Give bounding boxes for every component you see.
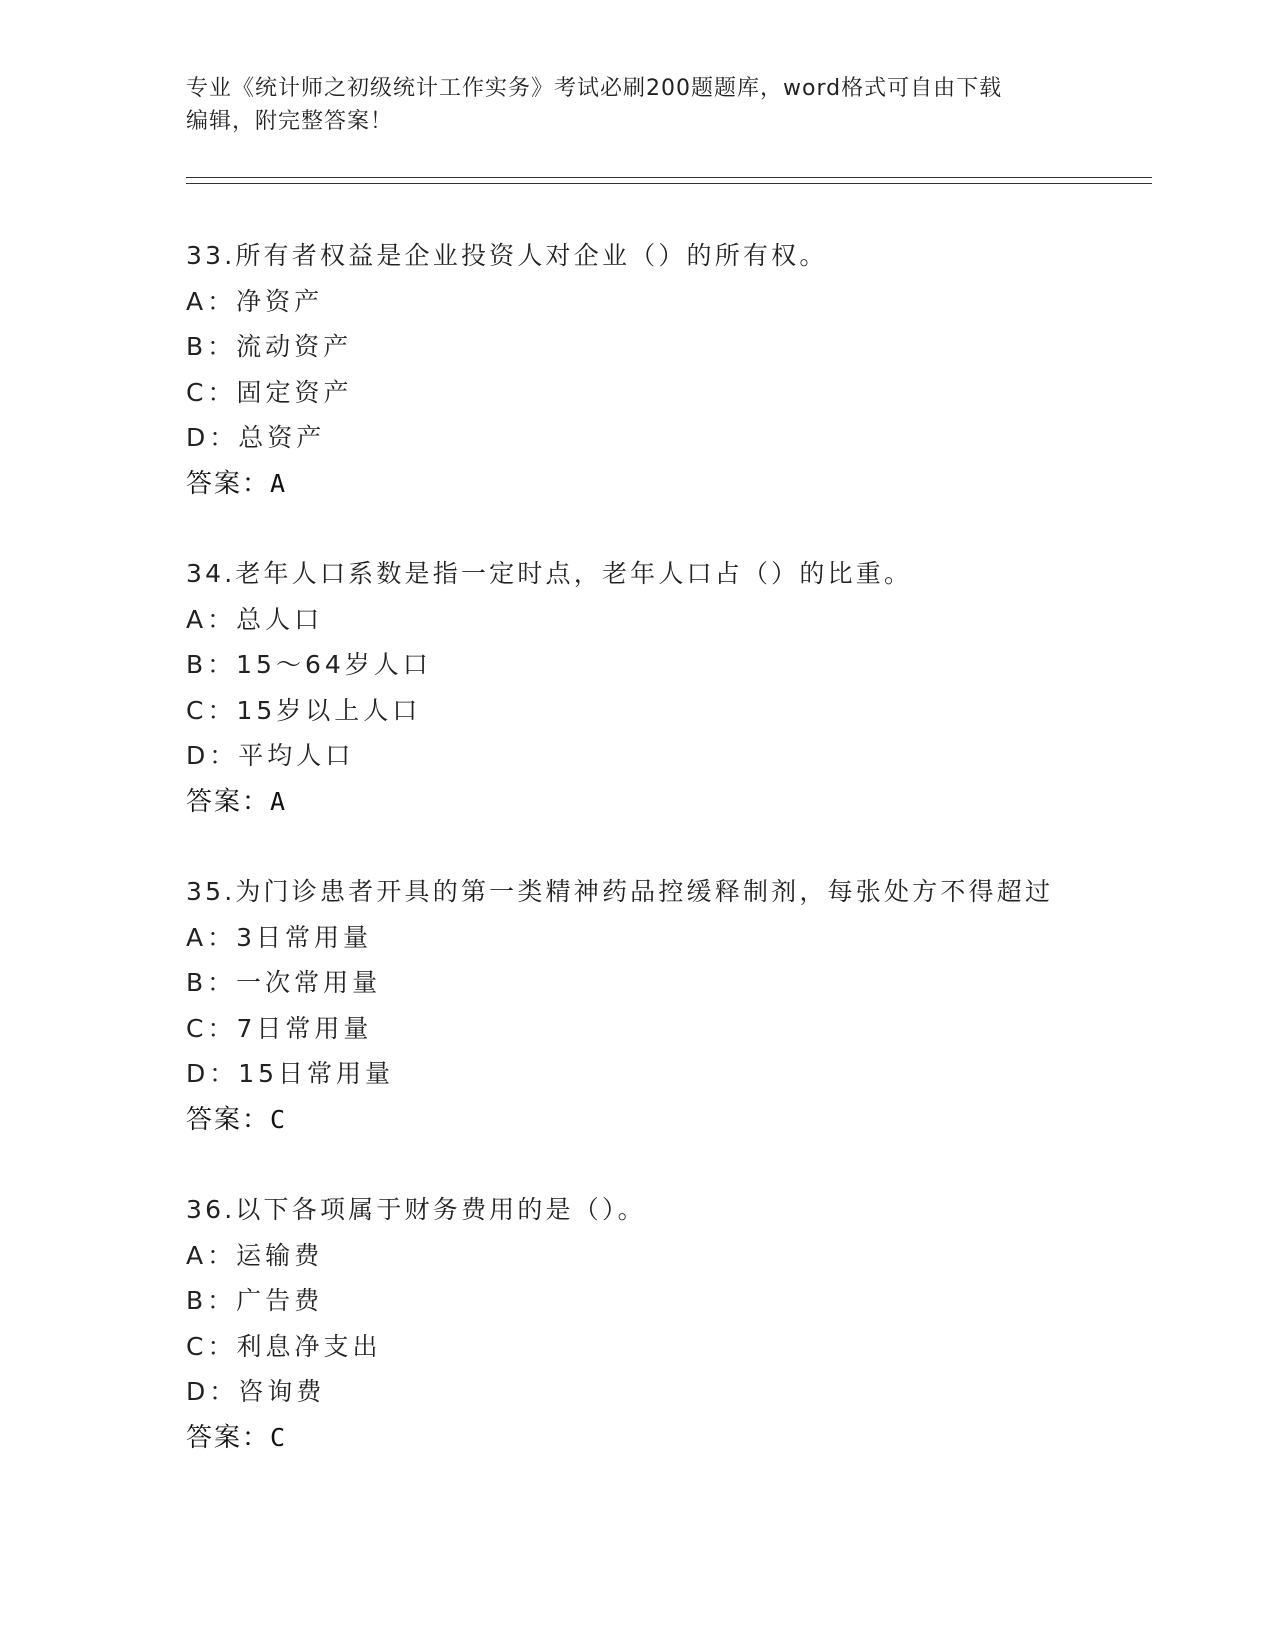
question-33: [186, 233, 1126, 506]
question-35: [186, 869, 1126, 1142]
answer-line: [186, 779, 1126, 825]
answer-value: C: [270, 1104, 288, 1134]
question-stem: 33.所有者权益是企业投资人对企业（）的所有权。: [186, 241, 828, 270]
answer-line: [186, 1415, 1126, 1461]
option-c: C：利息净支出: [186, 1331, 382, 1361]
header-divider-top: [186, 177, 1152, 178]
answer-line: [186, 461, 1126, 507]
option-a: A：3日常用量: [186, 922, 373, 952]
option-d: D：15日常用量: [186, 1059, 395, 1088]
option-c: C：15岁以上人口: [186, 695, 422, 725]
answer-value: A: [270, 786, 288, 816]
header-line-1: 专业《统计师之初级统计工作实务》考试必刷200题题库，word格式可自由下载: [186, 76, 1003, 101]
answer-value: C: [270, 1422, 288, 1452]
question-stem: 34.老年人口系数是指一定时点，老年人口占（）的比重。: [186, 559, 913, 588]
answer-line: [186, 1097, 1126, 1143]
option-d: D：咨询费: [186, 1377, 326, 1406]
question-stem: 35.为门诊患者开具的第一类精神药品控缓释制剂，每张处方不得超过: [186, 877, 1054, 906]
answer-label: 答案：: [186, 786, 271, 817]
answer-label: 答案：: [186, 1422, 271, 1453]
option-d: D：总资产: [186, 423, 326, 452]
option-b: B：广告费: [186, 1286, 324, 1315]
header-divider-bottom: [186, 183, 1152, 184]
option-a: A：净资产: [186, 286, 324, 316]
option-c: C：7日常用量: [186, 1013, 373, 1043]
option-b: B：15～64岁人口: [186, 650, 432, 679]
answer-value: A: [270, 468, 288, 498]
question-stem: 36.以下各项属于财务费用的是（）。: [186, 1195, 646, 1224]
document-header: [186, 72, 1086, 138]
option-c: C：固定资产: [186, 377, 353, 407]
option-a: A：运输费: [186, 1240, 324, 1270]
header-line-2: 编辑，附完整答案！: [186, 109, 394, 134]
option-b: B：流动资产: [186, 332, 353, 361]
option-b: B：一次常用量: [186, 968, 382, 997]
answer-label: 答案：: [186, 1104, 271, 1135]
option-d: D：平均人口: [186, 741, 355, 770]
question-34: [186, 551, 1126, 824]
question-36: [186, 1187, 1126, 1460]
answer-label: 答案：: [186, 468, 271, 499]
option-a: A：总人口: [186, 604, 324, 634]
